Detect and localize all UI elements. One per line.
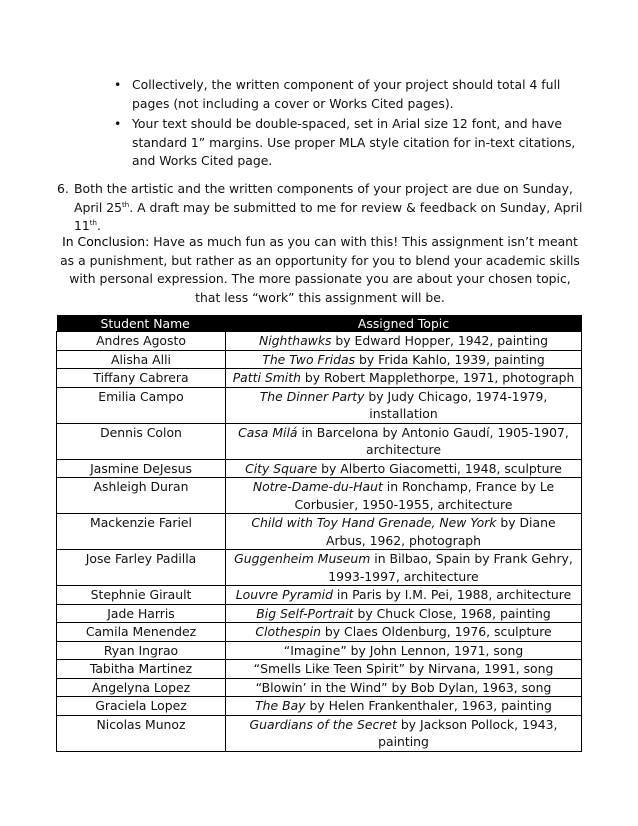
assigned-topic-cell [226, 623, 582, 642]
student-name-cell: Tabitha Martinez [57, 660, 226, 679]
assigned-topic-cell [226, 478, 582, 514]
assigned-topic-cell [226, 641, 582, 660]
topic-details: in Barcelona by Antonio Gaudí, 1905-1907, architecture [297, 424, 569, 457]
table-row [57, 423, 582, 459]
table-row [57, 623, 582, 642]
topic-details: by Frida Kahlo, 1939, painting [355, 351, 545, 367]
student-name-cell: Mackenzie Fariel [57, 514, 226, 550]
numbered-item-6 [57, 180, 597, 236]
topic-title: Casa Milá [238, 424, 298, 440]
table-row [57, 332, 582, 351]
student-name-cell: Nicolas Munoz [57, 715, 226, 751]
assigned-topic-cell [226, 350, 582, 369]
topic-title: Child with Toy Hand Grenade, New York [251, 515, 497, 530]
item-text-b: . A draft may be submitted to me for review & feedback on [129, 199, 500, 215]
assigned-topic-cell [226, 660, 582, 679]
table-row [57, 697, 582, 716]
table-row [57, 369, 582, 388]
student-name-cell: Graciela Lopez [57, 697, 226, 716]
topic-details: by Jackson Pollock, 1943, painting [378, 716, 558, 749]
assigned-topic-cell [226, 514, 582, 550]
topic-title: The Dinner Party [259, 388, 365, 404]
assigned-topic-cell [226, 369, 582, 388]
student-name-cell: Stephnie Girault [57, 586, 226, 605]
table-row [57, 387, 582, 423]
table-row [57, 660, 582, 679]
topic-title: Guggenheim Museum [234, 551, 371, 566]
assigned-topic-cell [226, 550, 582, 586]
conclusion-body: Have as much fun as you can with this! This assignment isn’t meant as a punishment, but rather as an opportunity for you to blend your academic skills with personal expression. The more passionate you are about your chosen topic, that less “work” this assignment will be. [60, 234, 580, 305]
topic-title: Big Self-Portrait [256, 605, 354, 621]
student-name-cell: Dennis Colon [57, 423, 226, 459]
table-row [57, 678, 582, 697]
assigned-topic-cell [226, 387, 582, 423]
column-header-topic: Assigned Topic [226, 315, 582, 332]
assigned-topic-cell [226, 332, 582, 351]
topic-title: The Two Fridas [262, 351, 356, 367]
conclusion-lead: In Conclusion: [62, 234, 150, 249]
conclusion-paragraph [58, 233, 582, 307]
student-name-cell: Jasmine DeJesus [57, 459, 226, 478]
table-row [57, 604, 582, 623]
table-row [57, 550, 582, 586]
student-name-cell: Jose Farley Padilla [57, 550, 226, 586]
topic-title: Clothespin [255, 624, 321, 639]
topic-details: in Ronchamp, France by Le Corbusier, 1950-1955, architecture [294, 479, 555, 512]
student-name-cell: Emilia Campo [57, 387, 226, 423]
table-header-row [57, 315, 582, 332]
topic-title: Louvre Pyramid [235, 587, 333, 602]
topic-title: Nighthawks [258, 333, 332, 348]
item-text-a: Both the artistic and the written components of your project are due on [74, 181, 523, 196]
topic-title: Guardians of the Secret [249, 716, 397, 732]
topic-details: “Imagine” by John Lennon, 1971, song [283, 642, 524, 658]
topic-details: by Robert Mapplethorpe, 1971, photograph [300, 370, 575, 385]
topic-details: by Chuck Close, 1968, painting [353, 605, 551, 621]
topic-details: by Helen Frankenthaler, 1963, painting [305, 698, 552, 713]
topic-details: in Bilbao, Spain by Frank Gehry, 1993-1997, architecture [328, 551, 573, 584]
student-name-cell: Ryan Ingrao [57, 641, 226, 660]
assigned-topic-cell [226, 697, 582, 716]
assignment-table [56, 315, 582, 752]
assigned-topic-cell [226, 459, 582, 478]
topic-title: Notre-Dame-du-Haut [252, 479, 383, 494]
draft-date-suffix: th [89, 218, 97, 227]
student-name-cell: Ashleigh Duran [57, 478, 226, 514]
topic-details: by Diane Arbus, 1962, photograph [325, 515, 556, 548]
column-header-student: Student Name [57, 315, 226, 332]
student-name-cell: Jade Harris [57, 604, 226, 623]
bullet-item [110, 76, 580, 113]
assigned-topic-cell [226, 715, 582, 751]
topic-details: by Edward Hopper, 1942, painting [331, 333, 549, 348]
bullet-icon: • [114, 77, 122, 92]
student-name-cell: Angelyna Lopez [57, 678, 226, 697]
draft-date: Sunday, April 11 [74, 199, 583, 233]
topic-details: by Judy Chicago, 1974-1979, installation [364, 388, 548, 421]
assigned-topic-cell [226, 604, 582, 623]
assigned-topic-cell [226, 586, 582, 605]
topic-details: by Alberto Giacometti, 1948, sculpture [317, 460, 562, 476]
table-row [57, 641, 582, 660]
table-row [57, 478, 582, 514]
table-row [57, 715, 582, 751]
bullet-list [110, 76, 580, 173]
topic-title: Patti Smith [232, 370, 301, 385]
assigned-topic-cell [226, 678, 582, 697]
item-number: 6. [57, 181, 69, 196]
item-text [74, 180, 597, 236]
student-name-cell: Andres Agosto [57, 332, 226, 351]
bullet-icon: • [114, 116, 122, 131]
table-row [57, 459, 582, 478]
bullet-text: Your text should be double-spaced, set in Arial size 12 font, and have standard 1” margins. Use proper MLA style citation for in-text citations, and Works Cited page. [132, 116, 576, 168]
student-name-cell: Camila Menendez [57, 623, 226, 642]
table-row [57, 514, 582, 550]
due-date: Sunday, April 25 [74, 181, 573, 215]
topic-details: by Claes Oldenburg, 1976, sculpture [320, 624, 552, 639]
topic-details: “Smells Like Teen Spirit” by Nirvana, 1991, song [253, 661, 554, 676]
topic-details: “Blowin’ in the Wind” by Bob Dylan, 1963, song [255, 679, 552, 695]
student-name-cell: Alisha Alli [57, 350, 226, 369]
topic-title: The Bay [255, 698, 306, 713]
bullet-text: Collectively, the written component of your project should total 4 full pages (not including a cover or Works Cited pages). [132, 77, 561, 111]
assigned-topic-cell [226, 423, 582, 459]
item-text-c: . [96, 218, 101, 233]
topic-details: in Paris by I.M. Pei, 1988, architecture [332, 587, 572, 602]
student-name-cell: Tiffany Cabrera [57, 369, 226, 388]
due-date-suffix: th [122, 200, 130, 209]
bullet-item [110, 115, 580, 171]
topic-title: City Square [245, 460, 318, 476]
table-row [57, 586, 582, 605]
table-row [57, 350, 582, 369]
